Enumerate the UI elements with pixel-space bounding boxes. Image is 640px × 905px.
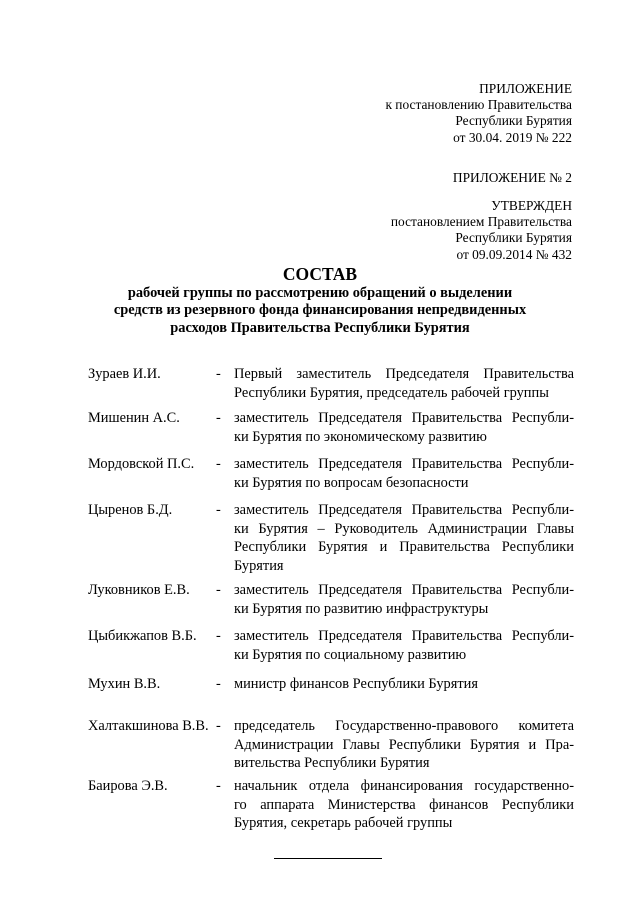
member-role-line: заместитель Председателя Правительства Республи- [234, 456, 574, 472]
appendix-header [385, 81, 572, 146]
member-dash: - [216, 456, 221, 472]
member-row [88, 365, 574, 402]
appendix-header-line: к постановлению Правительства [385, 97, 572, 113]
member-row [88, 581, 574, 618]
member-name: Баирова Э.В. [88, 778, 168, 794]
member-role-line: ки Бурятия по развитию инфраструктуры [234, 600, 489, 617]
member-role [234, 409, 574, 446]
member-role [234, 675, 574, 694]
member-role [234, 627, 574, 664]
member-role [234, 581, 574, 618]
member-dash: - [216, 628, 221, 644]
member-name: Мишенин А.С. [88, 410, 180, 426]
member-row [88, 777, 574, 833]
member-role-line: ки Бурятия по социальному развитию [234, 646, 467, 663]
title-subtitle-line: расходов Правительства Республики Бурятия [170, 319, 470, 336]
appendix-header-line: ПРИЛОЖЕНИЕ [479, 81, 572, 96]
member-name: Цыренов Б.Д. [88, 502, 173, 518]
member-row [88, 717, 574, 773]
approved-line: от 09.09.2014 № 432 [456, 246, 572, 262]
member-dash: - [216, 582, 221, 598]
approved-block [391, 198, 572, 263]
member-name: Луковников Е.В. [88, 582, 190, 598]
approved-line: УТВЕРЖДЕН [491, 198, 572, 213]
title-heading: СОСТАВ [282, 264, 358, 284]
member-role-line: заместитель Председателя Правительства Республи- [234, 582, 574, 598]
appendix-header-line: Республики Бурятия [455, 113, 572, 129]
member-row [88, 675, 574, 694]
member-dash: - [216, 410, 221, 426]
member-dash: - [216, 778, 221, 794]
member-row [88, 455, 574, 492]
member-role-line: Республики Бурятия и Правительства Республики [234, 539, 574, 556]
member-role-line: го аппарата Министерства финансов Республики [234, 796, 574, 813]
member-dash: - [216, 718, 221, 734]
member-role-line: заместитель Председателя Правительства Республи- [234, 502, 574, 518]
approved-line: постановлением Правительства [390, 214, 572, 230]
member-role-line: заместитель Председателя Правительства Республи- [234, 410, 574, 426]
document-title [0, 263, 640, 337]
member-role-line: Администрации Главы Республики Бурятия и Пра- [234, 736, 574, 753]
member-role-line: Бурятия, секретарь рабочей группы [234, 815, 453, 832]
title-subtitle-line: рабочей группы по рассмотрению обращений о выделении [127, 285, 513, 301]
member-role [234, 717, 574, 773]
member-name: Мухин В.В. [88, 676, 161, 692]
member-role-line: вительства Республики Бурятия [234, 755, 430, 772]
member-dash: - [216, 676, 221, 692]
member-role-line: ки Бурятия по экономическому развитию [234, 428, 487, 445]
appendix-2-label: ПРИЛОЖЕНИЕ № 2 [452, 170, 572, 185]
approved-line: Республики Бурятия [455, 230, 572, 246]
member-role [234, 777, 574, 833]
title-subtitle-line: средств из резервного фонда финансирования непредвиденных [113, 302, 527, 319]
member-dash: - [216, 366, 221, 382]
appendix-2-label-block [453, 170, 572, 186]
member-name: Мордовской П.С. [88, 456, 195, 472]
member-role [234, 455, 574, 492]
member-role-line: ки Бурятия – Руководитель Администрации Главы [234, 520, 574, 537]
member-row [88, 501, 574, 575]
member-role-line: председатель Государственно-правового комитета [234, 718, 574, 734]
member-role-line: Республики Бурятия, председатель рабочей группы [234, 384, 549, 401]
member-row [88, 409, 574, 446]
member-role-line: ки Бурятия по вопросам безопасности [234, 474, 469, 491]
member-name: Зураев И.И. [88, 366, 161, 382]
member-name: Халтакшинова В.В. [88, 718, 209, 734]
member-name: Цыбикжапов В.Б. [88, 628, 197, 644]
member-role-line: Бурятия [234, 557, 284, 574]
member-role-line: начальник отдела финансирования государственно- [234, 778, 574, 794]
member-dash: - [216, 502, 221, 518]
member-role-line: министр финансов Республики Бурятия [234, 676, 478, 692]
closing-rule [274, 858, 382, 859]
member-role-line: Первый заместитель Председателя Правительства [234, 366, 574, 382]
member-role-line: заместитель Председателя Правительства Республи- [234, 628, 574, 644]
member-role [234, 365, 574, 402]
member-row [88, 627, 574, 664]
appendix-header-line: от 30.04. 2019 № 222 [453, 129, 572, 145]
member-role [234, 501, 574, 575]
